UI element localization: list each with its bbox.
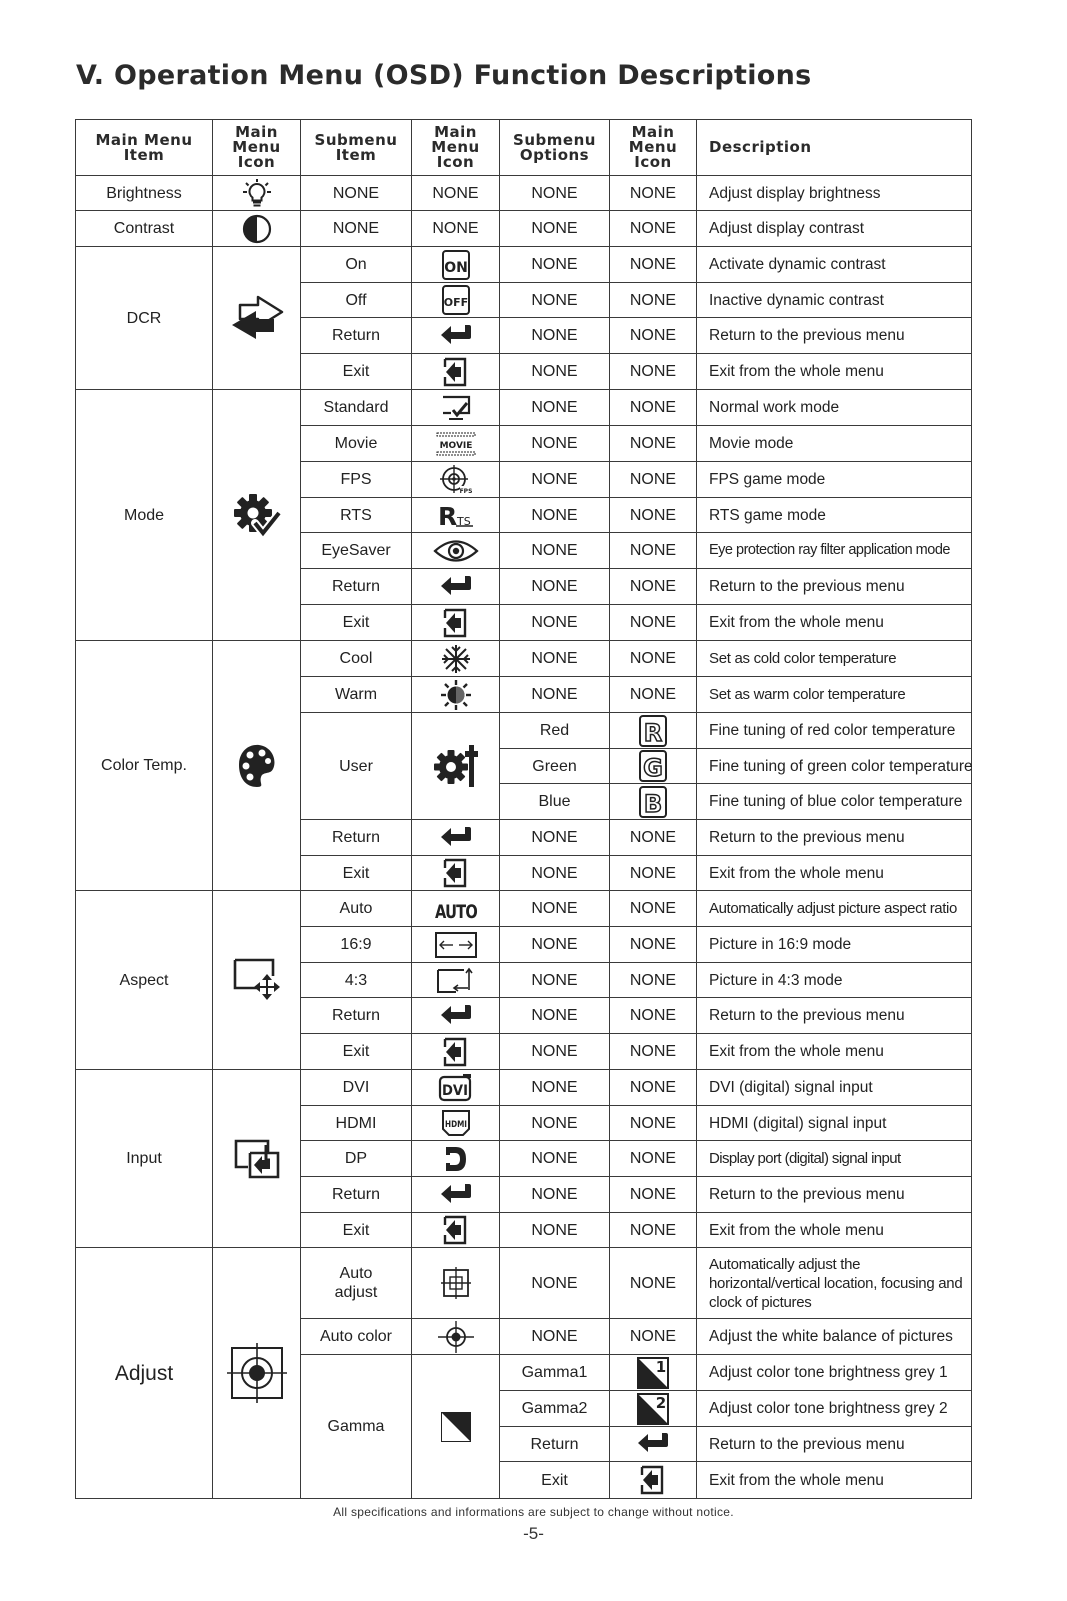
exit-icon — [412, 605, 500, 641]
palette-icon — [213, 641, 301, 891]
r-letter-icon — [610, 713, 697, 749]
submenu-option: NONE — [500, 462, 610, 498]
movie-icon — [412, 426, 500, 462]
submenu-option: Exit — [500, 1462, 610, 1499]
fps-crosshair-icon — [412, 462, 500, 498]
gamma-1-glyph: 1 — [655, 1357, 667, 1376]
description: Exit from the whole menu — [697, 354, 972, 390]
description: Exit from the whole menu — [697, 605, 972, 641]
return-icon — [610, 1427, 697, 1462]
crosshair-icon — [412, 1319, 500, 1355]
submenu-item: Exit — [301, 605, 412, 641]
exit-icon — [610, 1462, 697, 1499]
submenu-option: NONE — [500, 927, 610, 963]
table-row — [76, 390, 972, 426]
gamma-2-glyph: 2 — [655, 1393, 667, 1412]
ratio-16-9-icon — [412, 927, 500, 963]
submenu-option: NONE — [500, 176, 610, 211]
r-letter-glyph: R — [643, 718, 663, 747]
submenu-option: NONE — [500, 1034, 610, 1070]
option-icon: NONE — [610, 1106, 697, 1141]
gamma-2-icon — [610, 1391, 697, 1427]
input-source-icon — [213, 1070, 301, 1248]
option-icon: NONE — [610, 998, 697, 1034]
option-icon: NONE — [610, 533, 697, 569]
option-icon: NONE — [610, 605, 697, 641]
submenu-option: NONE — [500, 318, 610, 354]
option-icon: NONE — [610, 1070, 697, 1106]
description: Adjust color tone brightness grey 1 — [697, 1355, 972, 1391]
submenu-item: Auto — [301, 891, 412, 927]
auto-icon — [412, 891, 500, 927]
description: Exit from the whole menu — [697, 856, 972, 891]
submenu-option: NONE — [500, 1106, 610, 1141]
submenu-item: On — [301, 247, 412, 283]
option-icon: NONE — [610, 1213, 697, 1248]
submenu-option: NONE — [500, 641, 610, 677]
submenu-item: Auto color — [301, 1319, 412, 1355]
submenu-item: HDMI — [301, 1106, 412, 1141]
submenu-option: NONE — [500, 820, 610, 856]
submenu-item: Return — [301, 1177, 412, 1213]
submenu-option: NONE — [500, 569, 610, 605]
hdmi-icon — [412, 1106, 500, 1141]
description: HDMI (digital) signal input — [697, 1106, 972, 1141]
option-icon: NONE — [610, 1034, 697, 1070]
description: Return to the previous menu — [697, 1427, 972, 1462]
submenu-item: FPS — [301, 462, 412, 498]
description: Adjust the white balance of pictures — [697, 1319, 972, 1355]
table-row — [76, 641, 972, 677]
option-icon: NONE — [610, 283, 697, 318]
eye-icon — [412, 533, 500, 569]
description: Fine tuning of green color temperature — [697, 749, 972, 784]
description: Automatically adjust picture aspect ratio — [697, 891, 972, 927]
table-row — [76, 1070, 972, 1106]
submenu-icon: NONE — [412, 176, 500, 211]
exit-icon — [412, 856, 500, 891]
description: Return to the previous menu — [697, 820, 972, 856]
page-number: -5- — [523, 1524, 544, 1543]
off-icon-glyph: OFF — [443, 296, 468, 309]
submenu-option: NONE — [500, 891, 610, 927]
submenu-option: NONE — [500, 605, 610, 641]
submenu-item: Return — [301, 569, 412, 605]
description: Inactive dynamic contrast — [697, 283, 972, 318]
main-menu-item: Mode — [76, 390, 213, 641]
off-icon — [412, 283, 500, 318]
option-icon: NONE — [610, 820, 697, 856]
description: FPS game mode — [697, 462, 972, 498]
description: Activate dynamic contrast — [697, 247, 972, 283]
submenu-item: Cool — [301, 641, 412, 677]
option-icon: NONE — [610, 927, 697, 963]
option-icon: NONE — [610, 426, 697, 462]
option-icon: NONE — [610, 963, 697, 998]
gamma-1-icon — [610, 1355, 697, 1391]
submenu-item-line: Auto — [339, 1265, 373, 1282]
rts-icon-glyph-r: R — [437, 502, 457, 531]
exit-icon — [412, 1034, 500, 1070]
submenu-item: Return — [301, 820, 412, 856]
table-row — [76, 247, 972, 283]
submenu-icon: NONE — [412, 211, 500, 247]
b-letter-icon — [610, 784, 697, 820]
return-icon — [412, 318, 500, 354]
description: Exit from the whole menu — [697, 1213, 972, 1248]
submenu-item: Exit — [301, 354, 412, 390]
description: Return to the previous menu — [697, 569, 972, 605]
submenu-item: Exit — [301, 1213, 412, 1248]
submenu-option: Gamma1 — [500, 1355, 610, 1391]
submenu-item: NONE — [301, 211, 412, 247]
submenu-option: NONE — [500, 354, 610, 390]
description: Fine tuning of blue color temperature — [697, 784, 972, 820]
main-menu-item: Contrast — [76, 211, 213, 247]
gear-check-icon — [213, 390, 301, 641]
submenu-option: NONE — [500, 963, 610, 998]
on-icon — [412, 247, 500, 283]
movie-icon-glyph: MOVIE — [439, 440, 472, 451]
option-icon: NONE — [610, 211, 697, 247]
table-row — [76, 176, 972, 211]
main-menu-item: DCR — [76, 247, 213, 390]
option-icon: NONE — [610, 641, 697, 677]
option-icon: NONE — [610, 390, 697, 426]
submenu-item-auto-adjust — [301, 1248, 412, 1319]
description: Eye protection ray filter application mode — [697, 533, 972, 569]
bulb-icon — [213, 176, 301, 211]
sun-half-icon — [412, 677, 500, 713]
submenu-option: NONE — [500, 533, 610, 569]
submenu-item: EyeSaver — [301, 533, 412, 569]
header-main-menu-icon: Main Menu Icon — [412, 120, 500, 176]
option-icon: NONE — [610, 354, 697, 390]
contrast-icon — [213, 211, 301, 247]
option-icon: NONE — [610, 677, 697, 713]
ratio-4-3-icon — [412, 963, 500, 998]
table-row — [76, 891, 972, 927]
return-icon — [412, 820, 500, 856]
submenu-option: NONE — [500, 1177, 610, 1213]
submenu-item: RTS — [301, 498, 412, 533]
return-icon — [412, 1177, 500, 1213]
submenu-item: Exit — [301, 1034, 412, 1070]
option-icon: NONE — [610, 1248, 697, 1319]
dp-icon — [412, 1141, 500, 1177]
submenu-item: NONE — [301, 176, 412, 211]
submenu-option: NONE — [500, 1141, 610, 1177]
swap-arrows-icon — [213, 247, 301, 390]
submenu-option: NONE — [500, 1248, 610, 1319]
option-icon: NONE — [610, 318, 697, 354]
submenu-option: NONE — [500, 856, 610, 891]
main-menu-item: Color Temp. — [76, 641, 213, 891]
standard-icon — [412, 390, 500, 426]
g-letter-icon — [610, 749, 697, 784]
option-icon: NONE — [610, 891, 697, 927]
description: Automatically adjust the horizontal/vertical location, focusing and clock of pictures — [697, 1248, 972, 1319]
header-main-menu-icon: Main Menu Icon — [213, 120, 301, 176]
header-main-menu-item: Main Menu Item — [76, 120, 213, 176]
description: DVI (digital) signal input — [697, 1070, 972, 1106]
header-main-menu-icon: Main Menu Icon — [610, 120, 697, 176]
dvi-icon-glyph: DVI — [441, 1082, 468, 1099]
submenu-option: NONE — [500, 498, 610, 533]
description: Adjust display brightness — [697, 176, 972, 211]
hdmi-icon-glyph: HDMI — [444, 1120, 467, 1130]
b-letter-glyph: B — [643, 789, 663, 818]
description: Set as warm color temperature — [697, 677, 972, 713]
osd-function-table — [75, 119, 972, 1499]
submenu-option: Gamma2 — [500, 1391, 610, 1427]
exit-icon — [412, 1213, 500, 1248]
option-icon: NONE — [610, 1177, 697, 1213]
option-icon: NONE — [610, 462, 697, 498]
option-icon: NONE — [610, 176, 697, 211]
rts-icon — [412, 498, 500, 533]
description: Fine tuning of red color temperature — [697, 713, 972, 749]
description: Picture in 4:3 mode — [697, 963, 972, 998]
rts-icon-glyph-ts: TS — [456, 515, 471, 528]
submenu-item: Exit — [301, 856, 412, 891]
submenu-option: NONE — [500, 1319, 610, 1355]
auto-adjust-icon — [412, 1248, 500, 1319]
description: Display port (digital) signal input — [697, 1141, 972, 1177]
submenu-item: Gamma — [301, 1355, 412, 1499]
submenu-item: User — [301, 713, 412, 820]
submenu-item: 4:3 — [301, 963, 412, 998]
on-icon-glyph: ON — [443, 259, 468, 276]
description: Return to the previous menu — [697, 1177, 972, 1213]
header-submenu-item: Submenu Item — [301, 120, 412, 176]
submenu-option: Red — [500, 713, 610, 749]
description: Picture in 16:9 mode — [697, 927, 972, 963]
submenu-option: NONE — [500, 211, 610, 247]
submenu-option: Return — [500, 1427, 610, 1462]
submenu-option: Blue — [500, 784, 610, 820]
submenu-item: Return — [301, 318, 412, 354]
g-letter-glyph: G — [643, 754, 663, 782]
header-description: Description — [697, 120, 972, 176]
option-icon: NONE — [610, 569, 697, 605]
header-submenu-options: Submenu Options — [500, 120, 610, 176]
submenu-option: NONE — [500, 426, 610, 462]
description: Adjust display contrast — [697, 211, 972, 247]
option-icon: NONE — [610, 247, 697, 283]
submenu-option: NONE — [500, 390, 610, 426]
submenu-item: Off — [301, 283, 412, 318]
gear-slider-icon — [412, 713, 500, 820]
option-icon: NONE — [610, 856, 697, 891]
page-title: V. Operation Menu (OSD) Function Descriptions — [76, 60, 812, 91]
submenu-option: NONE — [500, 677, 610, 713]
main-menu-item: Adjust — [76, 1248, 213, 1499]
submenu-option: NONE — [500, 1070, 610, 1106]
submenu-option: NONE — [500, 998, 610, 1034]
description: Return to the previous menu — [697, 318, 972, 354]
submenu-item-line: adjust — [334, 1284, 378, 1301]
submenu-option: NONE — [500, 247, 610, 283]
description: RTS game mode — [697, 498, 972, 533]
return-icon — [412, 998, 500, 1034]
description: Adjust color tone brightness grey 2 — [697, 1391, 972, 1427]
return-icon — [412, 569, 500, 605]
footer-disclaimer: All specifications and informations are subject to change without notice. — [333, 1505, 734, 1519]
submenu-item: Standard — [301, 390, 412, 426]
submenu-item: 16:9 — [301, 927, 412, 963]
aspect-move-icon — [213, 891, 301, 1070]
main-menu-item: Brightness — [76, 176, 213, 211]
submenu-item: Warm — [301, 677, 412, 713]
description: Set as cold color temperature — [697, 641, 972, 677]
description: Return to the previous menu — [697, 998, 972, 1034]
description: Movie mode — [697, 426, 972, 462]
auto-icon-glyph: AUTO — [434, 900, 478, 923]
submenu-item: DP — [301, 1141, 412, 1177]
submenu-item: Return — [301, 998, 412, 1034]
table-header-row — [76, 120, 972, 176]
option-icon: NONE — [610, 1141, 697, 1177]
table-row — [76, 211, 972, 247]
submenu-option: Green — [500, 749, 610, 784]
option-icon: NONE — [610, 1319, 697, 1355]
submenu-option: NONE — [500, 283, 610, 318]
description: Normal work mode — [697, 390, 972, 426]
submenu-option: NONE — [500, 1213, 610, 1248]
main-menu-item: Input — [76, 1070, 213, 1248]
snowflake-icon — [412, 641, 500, 677]
dvi-icon — [412, 1070, 500, 1106]
exit-icon — [412, 354, 500, 390]
option-icon: NONE — [610, 498, 697, 533]
target-frame-icon — [213, 1248, 301, 1499]
fps-icon-glyph: FPS — [459, 487, 472, 495]
submenu-item: DVI — [301, 1070, 412, 1106]
description: Exit from the whole menu — [697, 1462, 972, 1499]
table-row — [76, 1248, 972, 1319]
gamma-icon — [412, 1355, 500, 1499]
description: Exit from the whole menu — [697, 1034, 972, 1070]
submenu-item: Movie — [301, 426, 412, 462]
main-menu-item: Aspect — [76, 891, 213, 1070]
